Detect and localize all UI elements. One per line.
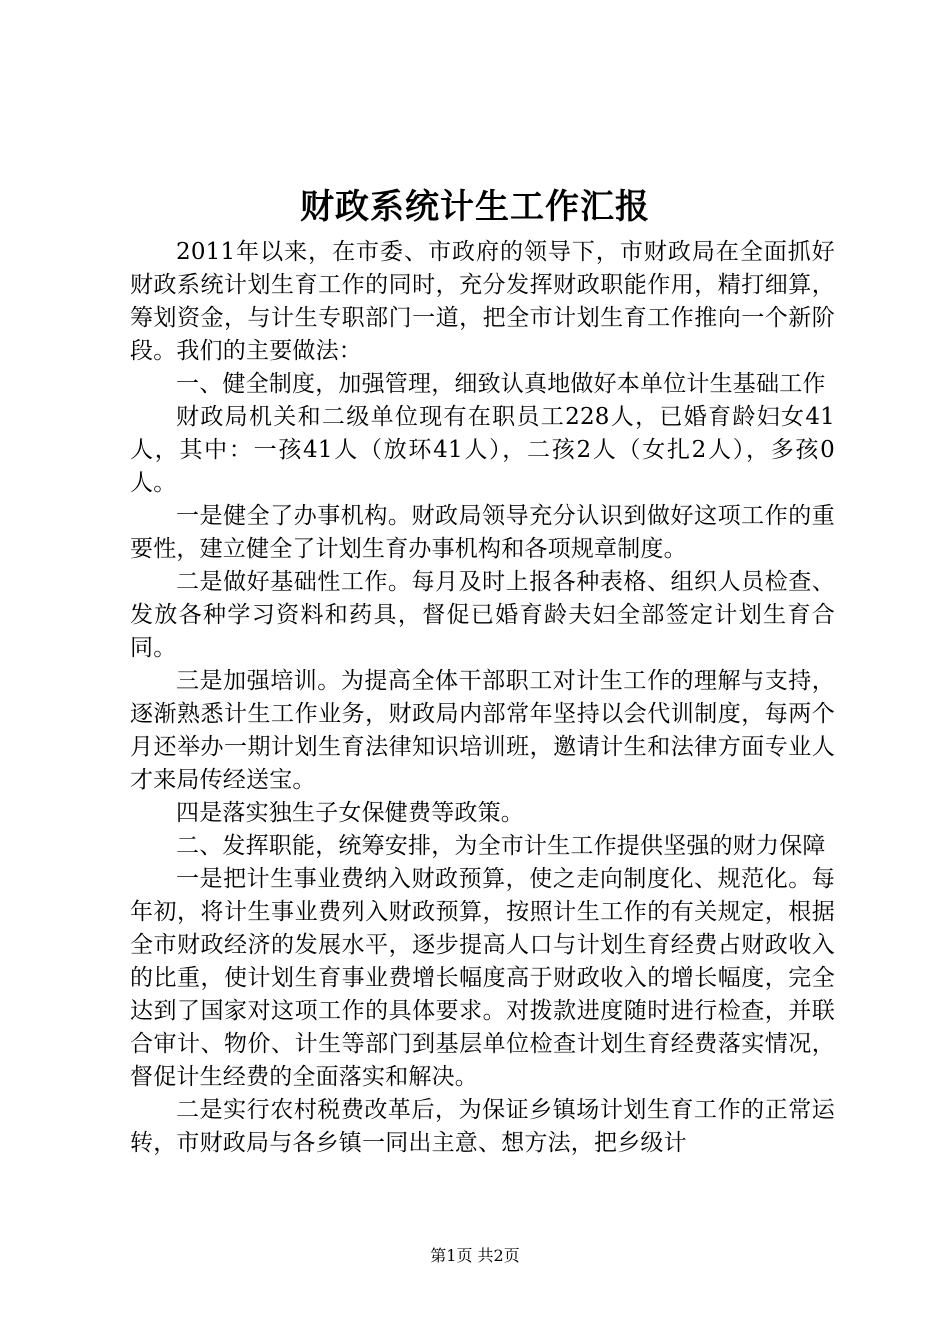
section-heading: 二、发挥职能，统筹安排，为全市计生工作提供坚强的财力保障 — [176, 833, 826, 859]
paragraph: 2011年以来，在市委、市政府的领导下，市财政局在全面抓好财政系统计划生育工作的同时，充分发挥财政职能作用，精打细算，筹划资金，与计生专职部门一道，把全市计划生育工作推向一个新阶段。我们的主要做法： — [130, 239, 835, 364]
paragraph: 二是做好基础性工作。每月及时上报各种表格、组织人员检查、发放各种学习资料和药具，督促已婚育龄夫妇全部签定计划生育合同。 — [130, 569, 835, 661]
document-title: 财政系统计生工作汇报 — [300, 187, 650, 227]
page-footer: 第1页 共2页 — [430, 1246, 520, 1265]
paragraph: 二是实行农村税费改革后，为保证乡镇场计划生育工作的正常运转，市财政局与各乡镇一同出主意、想方法，把乡级计 — [130, 1097, 835, 1156]
section-heading: 一、健全制度，加强管理，细致认真地做好本单位计生基础工作 — [176, 371, 826, 397]
paragraph: 三是加强培训。为提高全体干部职工对计生工作的理解与支持，逐渐熟悉计生工作业务，财政局内部常年坚持以会代训制度，每两个月还举办一期计划生育法律知识培训班，邀请计生和法律方面专业人才来局传经送宝。 — [130, 668, 835, 793]
document-body — [130, 236, 835, 1160]
paragraph: 一是健全了办事机构。财政局领导充分认识到做好这项工作的重要性，建立健全了计划生育办事机构和各项规章制度。 — [130, 503, 835, 562]
paragraph: 四是落实独生子女保健费等政策。 — [176, 800, 524, 826]
paragraph: 一是把计生事业费纳入财政预算，使之走向制度化、规范化。每年初，将计生事业费列入财政预算，按照计生工作的有关规定，根据全市财政经济的发展水平，逐步提高人口与计划生育经费占财政收入的比重，使计划生育事业费增长幅度高于财政收入的增长幅度，完全达到了国家对这项工作的具体要求。对拨款进度随时进行检查，并联合审计、物价、计生等部门到基层单位检查计划生育经费落实情况，督促计生经费的全面落实和解决。 — [130, 866, 835, 1090]
paragraph: 财政局机关和二级单位现有在职员工228人，已婚育龄妇女41人，其中：一孩41人（放环41人），二孩2人（女扎2人），多孩0人。 — [130, 404, 835, 496]
